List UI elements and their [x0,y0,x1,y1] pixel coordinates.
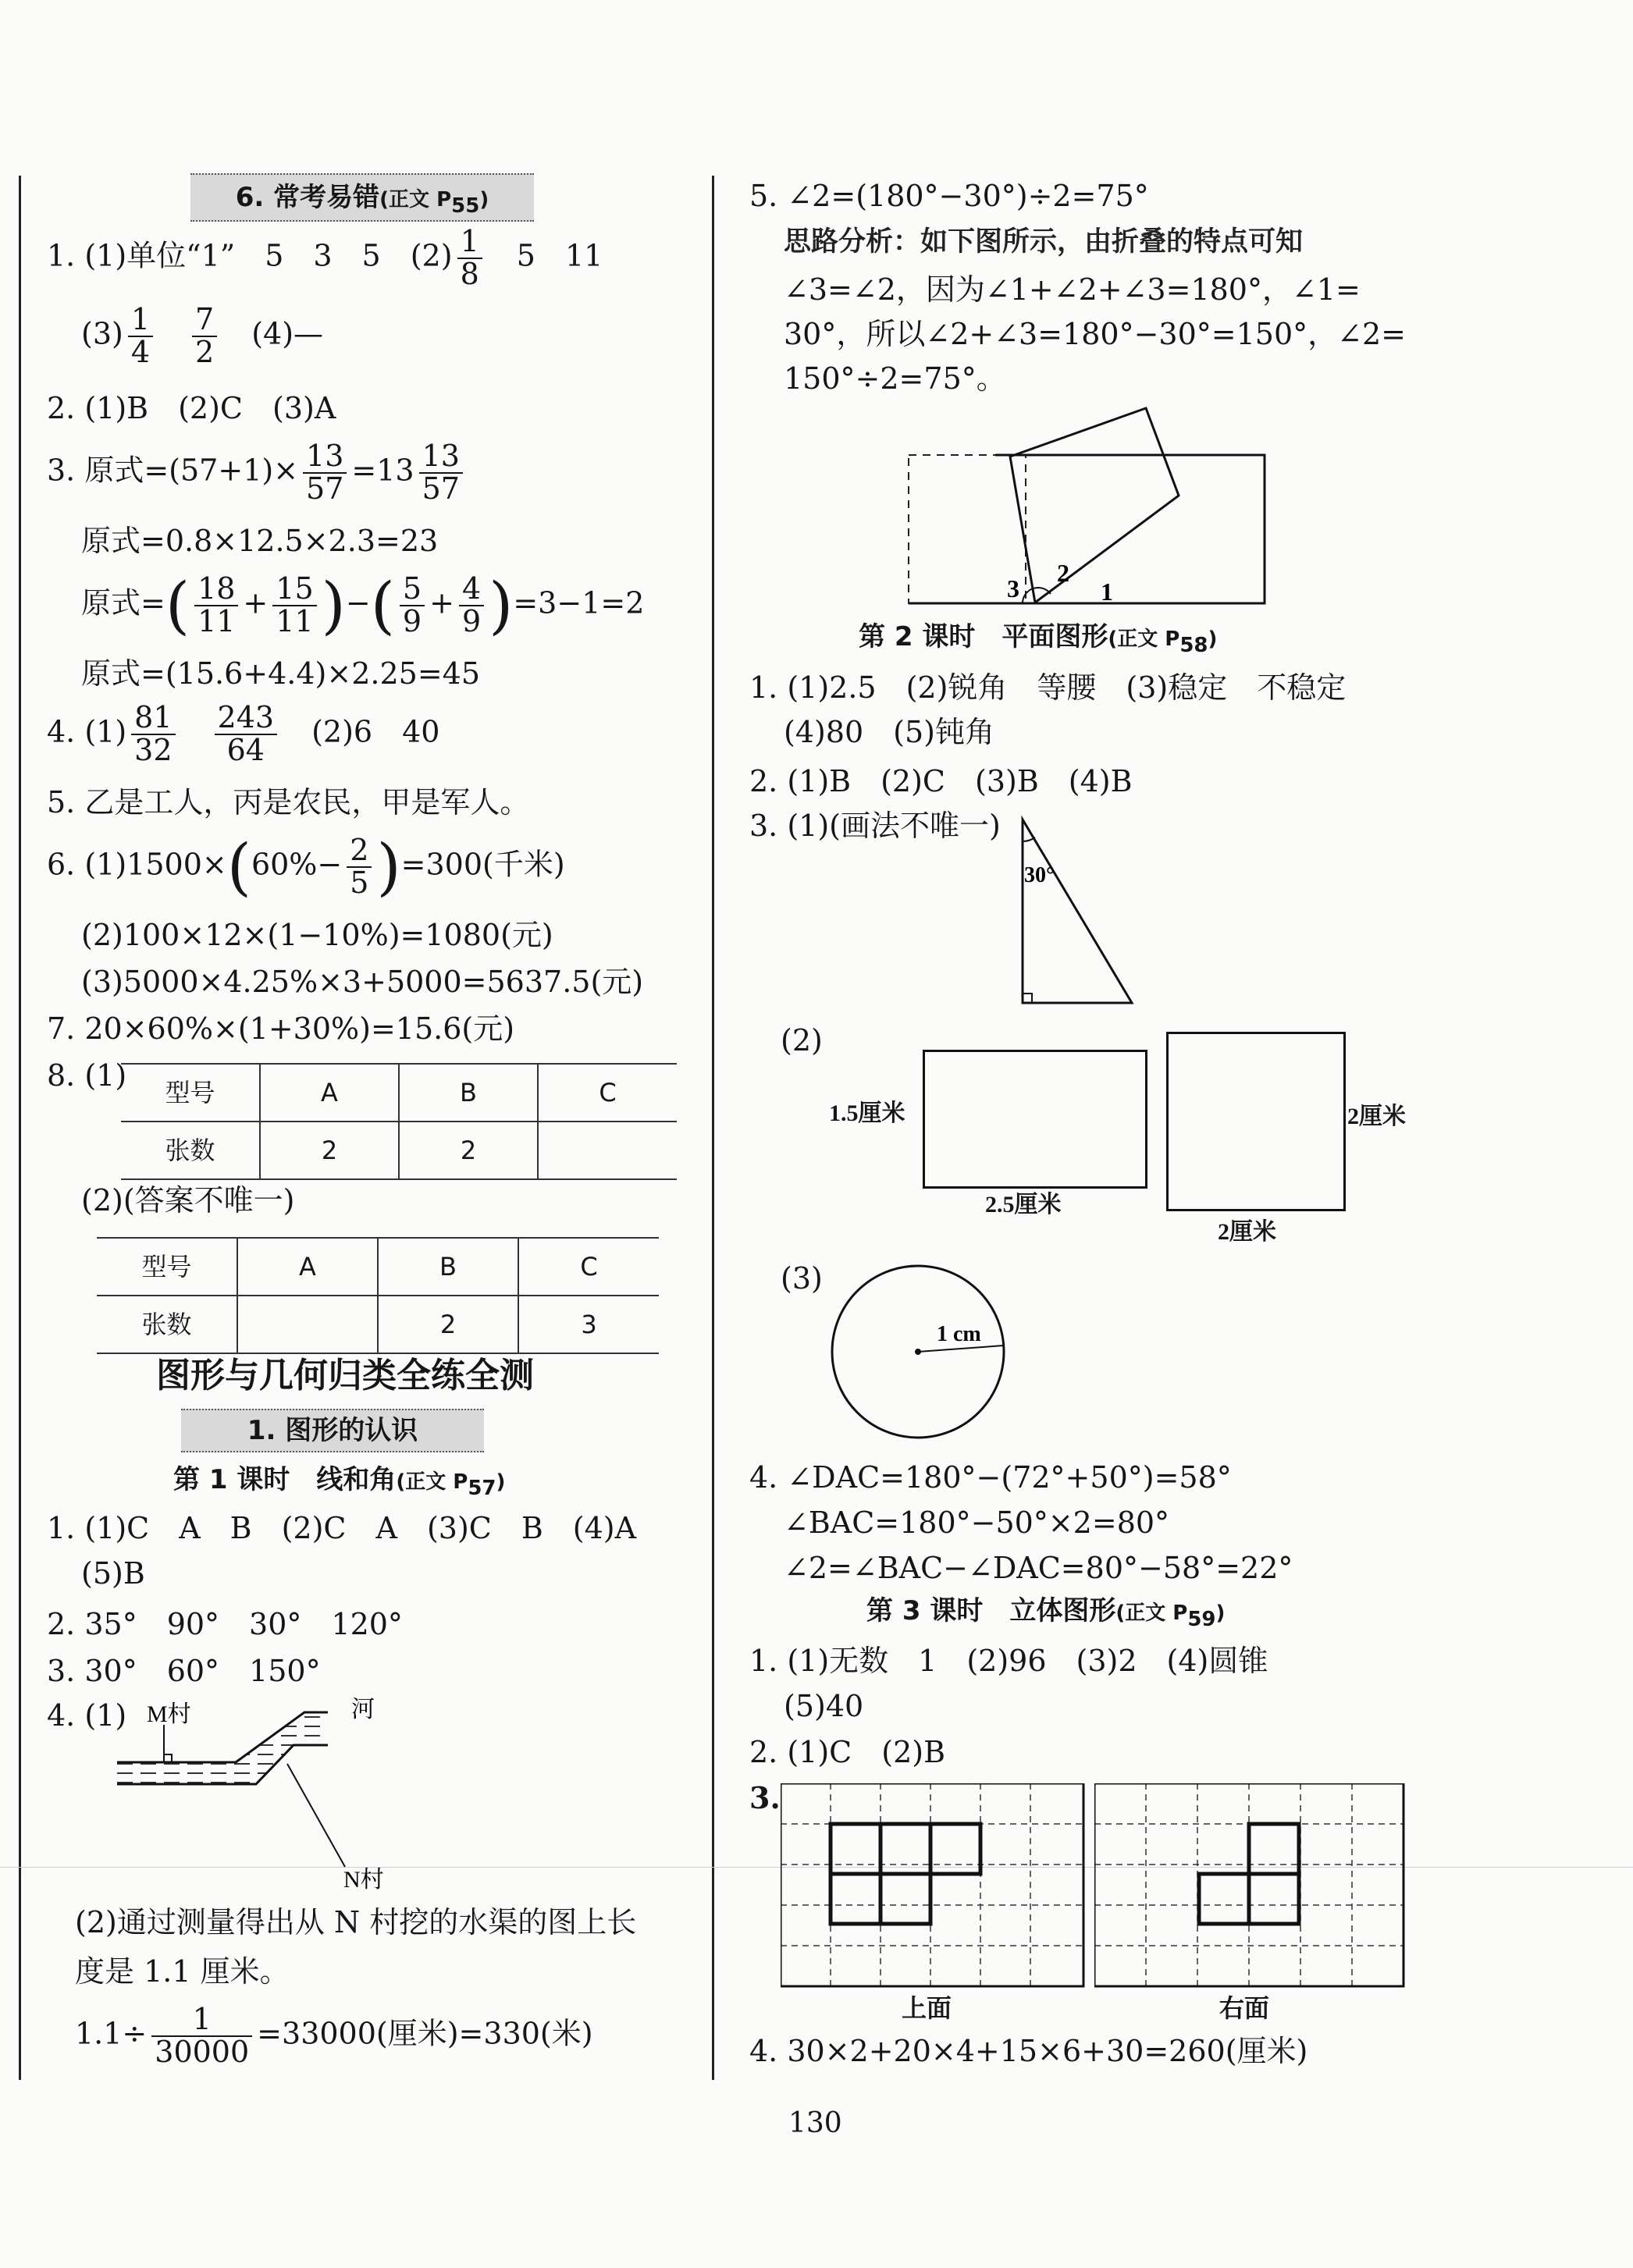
s1-line1: 1. (1)无数 1 (2)96 (3)2 (4)圆锥 [749,1644,1268,1678]
top-view-cell [881,1824,930,1874]
circle-radius [918,1346,1004,1352]
angle-label-3: 3 [1007,574,1019,603]
s1-line2: (5)40 [784,1689,864,1723]
p2-line: 2. (1)B (2)C (3)B (4)B [749,764,1133,798]
table-cell: 2 [399,1122,538,1179]
p4-line3: ∠2=∠BAC−∠DAC=80°−58°=22° [784,1551,1293,1585]
p3-part3: (3) [781,1261,823,1296]
q4-line: 4. (1) $\frac{81}{32}$ $\frac{243}{64}$ (2)6 40 [47,700,440,767]
table-row [97,1296,659,1353]
circle-drawing [829,1258,1016,1445]
table-cell: B [378,1238,518,1296]
triangle-angle-arc [1023,837,1035,841]
triangle-right-angle [1023,994,1032,1003]
p4-line1: 4. ∠DAC=180°−(72°+50°)=58° [749,1460,1232,1495]
q6-line3: (3)5000×4.25%×3+5000=5637.5(元) [81,965,644,999]
folded-flap [1010,408,1179,603]
triangle-shape [1023,819,1132,1003]
triangle-angle-label: 30° [1024,863,1055,887]
river-village-diagram [117,1694,445,1897]
n-village-label: N村 [343,1867,384,1893]
angle-label-2: 2 [1057,559,1069,587]
s4-line: 4. 30×2+20×4+15×6+30=260(厘米) [749,2034,1308,2068]
lesson-1-heading: 第 1 课时 线和角(正文 $P_{57}$) [173,1464,506,1500]
g4-part2-line2: 度是 1.1 厘米。 [75,1954,290,1989]
paper-rectangle [909,455,1265,603]
top-view-cell [881,1874,930,1924]
g2-line: 2. 35° 90° 30° 120° [47,1607,403,1641]
g4-label: 4. (1) [47,1698,127,1733]
top-view-cell [930,1824,980,1874]
table-cell: B [399,1064,538,1122]
q1-line1: 1. (1)单位“1” 5 3 5 (2) $\frac{1}{8}$ 5 11 [47,224,603,291]
q5-line: 5. 乙是工人，丙是农民，甲是军人。 [47,785,530,819]
rectangle-width-label: 2.5厘米 [985,1192,1062,1218]
g1-line1: 1. (1)C A B (2)C A (3)C B (4)A [47,1511,637,1545]
top-view-grid [781,1783,1093,1994]
q3-line4: 原式=(15.6+4.4)×2.25=45 [81,656,481,691]
q3-line2: 原式=0.8×12.5×2.3=23 [81,524,439,558]
r5-analysis-line2: ∠3=∠2，因为∠1+∠2+∠3=180°，∠1= [784,272,1361,307]
angle-label-1: 1 [1101,578,1113,606]
table-cell: 型号 [121,1064,260,1122]
q3-line3: 原式=( $\frac{18}{11}$ + $\frac{15}{11}$ )−( $\frac{5}{9}$ + $\frac{4}{9}$ )=3−1=2 [81,568,645,642]
right-view-cell [1249,1874,1299,1924]
p1-line2: (4)80 (5)钝角 [784,715,995,749]
river-label: 河 [351,1697,375,1722]
lesson-3-heading: 第 3 课时 立体图形(正文 $P_{59}$) [866,1595,1226,1631]
answer-table-2 [97,1237,659,1354]
q1-line2: (3) $\frac{1}{4}$ $\frac{7}{2}$ (4)— [81,302,324,369]
table-cell: 2 [378,1296,518,1353]
table-row [121,1064,677,1122]
column-divider [712,176,714,2080]
r5-line1: 5. ∠2=(180°−30°)÷2=75° [749,179,1149,213]
right-triangle-drawing [1007,812,1147,1015]
square-side-label: 2厘米 [1347,1104,1406,1129]
square-bottom-label: 2厘米 [1218,1219,1276,1245]
square-drawing [1166,1032,1346,1211]
table-row [97,1238,659,1296]
p3-line1: 3. (1)(画法不唯一) [749,809,1001,843]
table-cell: C [518,1238,659,1296]
right-view-label: 右面 [1219,1993,1270,2023]
top-view-cell [831,1874,881,1924]
g3-line: 3. 30° 60° 150° [47,1654,321,1688]
table-cell: 3 [518,1296,659,1353]
table-cell: A [237,1238,378,1296]
top-view-cell [831,1824,881,1874]
table-cell: 张数 [121,1122,260,1179]
q2-line: 2. (1)B (2)C (3)A [47,391,336,425]
g4-part2-line1: (2)通过测量得出从 N 村挖的水渠的图上长 [75,1905,637,1939]
geometry-section-title: 图形与几何归类全练全测 [156,1356,534,1395]
table-cell: C [538,1064,677,1122]
g4-part3-line: 1.1÷ $\frac{1}{30000}$ =33000(厘米)=330(米) [75,2002,593,2069]
q8-label: 8. (1) [47,1058,127,1093]
table-cell [538,1122,677,1179]
p4-line2: ∠BAC=180°−50°×2=80° [784,1505,1170,1540]
right-view-grid [1094,1783,1407,1994]
table-cell [237,1296,378,1353]
section-heading-6: 6. 常考易错(正文 $P_{55}$) [190,173,534,222]
right-view-cell [1249,1824,1299,1874]
r5-analysis-line1: 思路分析：如下图所示，由折叠的特点可知 [784,226,1304,258]
s2-line: 2. (1)C (2)B [749,1735,945,1769]
q8-part2: (2)(答案不唯一) [81,1183,295,1218]
answer-table-1 [121,1063,677,1180]
table-cell: 型号 [97,1238,237,1296]
table-cell: 张数 [97,1296,237,1353]
circle-radius-label: 1 cm [937,1322,981,1346]
table-row [121,1122,677,1179]
r5-analysis-line4: 150°÷2=75°。 [784,361,1006,396]
top-view-label: 上面 [902,1993,952,2023]
s3-label: 3. [749,1780,781,1815]
lesson-2-heading: 第 2 课时 平面图形(正文 $P_{58}$) [859,621,1218,657]
p3-part2: (2) [781,1023,823,1058]
rectangle-drawing [923,1050,1147,1189]
m-village-label: M村 [147,1701,191,1727]
rectangle-height-label: 1.5厘米 [829,1100,905,1126]
g1-line2: (5)B [81,1556,145,1591]
section-heading-1: 1. 图形的认识 [181,1409,484,1452]
left-margin-rule [19,176,21,2080]
q3-line1: 3. 原式=(57+1)× $\frac{13}{57}$ =13 $\frac{13}{57}$ [47,441,468,505]
table-cell: A [260,1064,399,1122]
folded-paper-diagram [898,402,1272,613]
right-view-cell [1199,1874,1249,1924]
page-number: 130 [788,2107,842,2139]
table-cell: 2 [260,1122,399,1179]
n-village-canal [287,1764,345,1867]
q6-line1: 6. (1)1500×(60%− $\frac{2}{5}$ )=300(千米) [47,830,565,903]
q7-line: 7. 20×60%×(1+30%)=15.6(元) [47,1011,515,1046]
p1-line1: 1. (1)2.5 (2)锐角 等腰 (3)稳定 不稳定 [749,670,1347,705]
q6-line2: (2)100×12×(1−10%)=1080(元) [81,918,553,952]
r5-analysis-line3: 30°，所以∠2+∠3=180°−30°=150°，∠2= [784,317,1407,351]
